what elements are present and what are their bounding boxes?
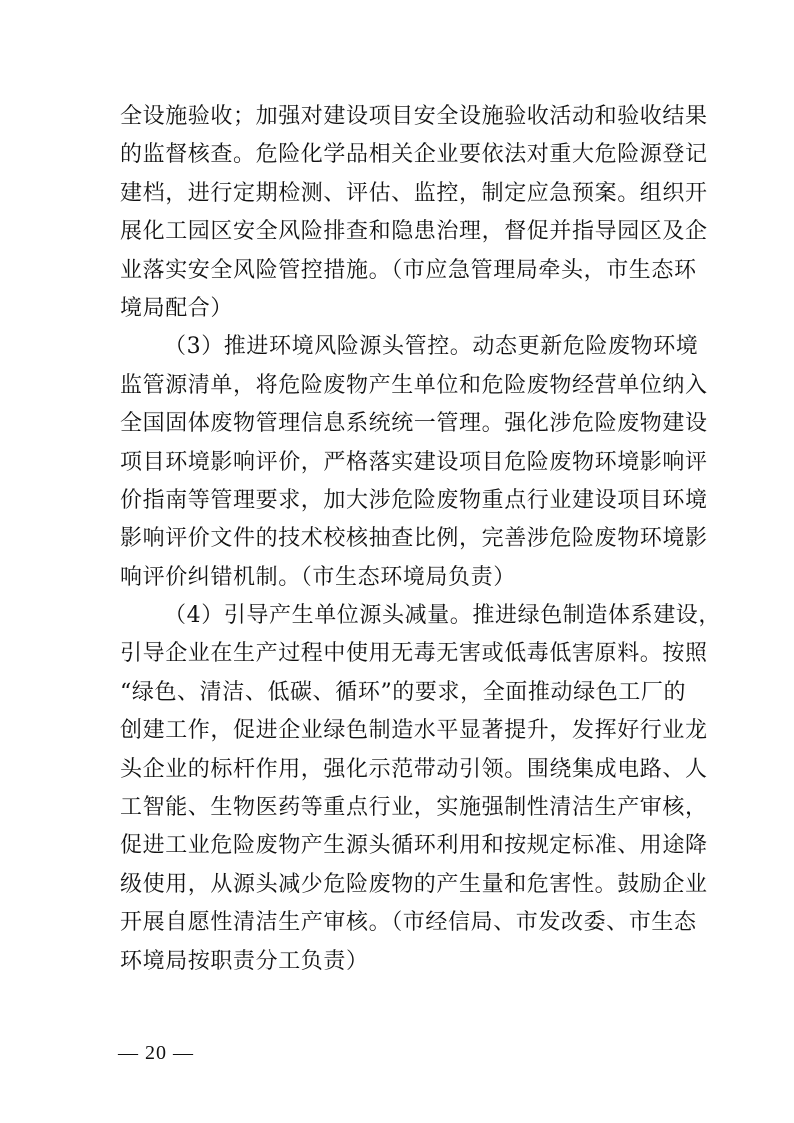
text-line: 展化工园区安全风险排查和隐患治理，督促并指导园区及企 xyxy=(120,219,708,245)
text-line: 全国固体废物管理信息系统统一管理。强化涉危险废物建设 xyxy=(120,411,708,437)
text-line: 业落实安全风险管控措施。（市应急管理局牵头，市生态环 xyxy=(120,257,697,283)
text-line: 开展自愿性清洁生产审核。（市经信局、市发改委、市生态 xyxy=(120,910,697,936)
text-line: 价指南等管理要求，加大涉危险废物重点行业建设项目环境 xyxy=(120,487,708,513)
text-line: 引导企业在生产过程中使用无毒无害或低毒低害原料。按照 xyxy=(120,641,708,667)
text-line: “绿色、清洁、低碳、循环”的要求，全面推动绿色工厂的 xyxy=(120,679,687,705)
text-line: （4）引导产生单位源头减量。推进绿色制造体系建设， xyxy=(164,603,721,629)
text-line: 建档，进行定期检测、评估、监控，制定应急预案。组织开 xyxy=(120,180,708,206)
text-line: 头企业的标杆作用，强化示范带动引领。围绕集成电路、人 xyxy=(120,756,708,782)
text-line: 影响评价文件的技术校核抽查比例，完善涉危险废物环境影 xyxy=(120,526,708,552)
text-line: 境局配合） xyxy=(120,295,234,321)
body-text xyxy=(120,98,721,981)
text-line: 环境局按职责分工负责） xyxy=(120,948,369,974)
text-line: （3）推进环境风险源头管控。动态更新危险废物环境 xyxy=(164,334,699,360)
page-number: — 20 — xyxy=(118,1042,194,1064)
text-line: 项目环境影响评价，严格落实建设项目危险废物环境影响评 xyxy=(120,449,708,475)
text-line: 促进工业危险废物产生源头循环利用和按规定标准、用途降 xyxy=(120,833,708,859)
text-line: 级使用，从源头减少危险废物的产生量和危害性。鼓励企业 xyxy=(120,871,708,897)
text-line: 的监督核查。危险化学品相关企业要依法对重大危险源登记 xyxy=(120,142,708,168)
text-line: 工智能、生物医药等重点行业，实施强制性清洁生产审核， xyxy=(120,795,708,821)
text-line: 监管源清单，将危险废物产生单位和危险废物经营单位纳入 xyxy=(120,372,708,398)
text-line: 全设施验收；加强对建设项目安全设施验收活动和验收结果 xyxy=(120,104,708,129)
text-line: 响评价纠错机制。（市生态环境局负责） xyxy=(120,564,516,590)
text-line: 创建工作，促进企业绿色制造水平显著提升，发挥好行业龙 xyxy=(120,718,708,744)
